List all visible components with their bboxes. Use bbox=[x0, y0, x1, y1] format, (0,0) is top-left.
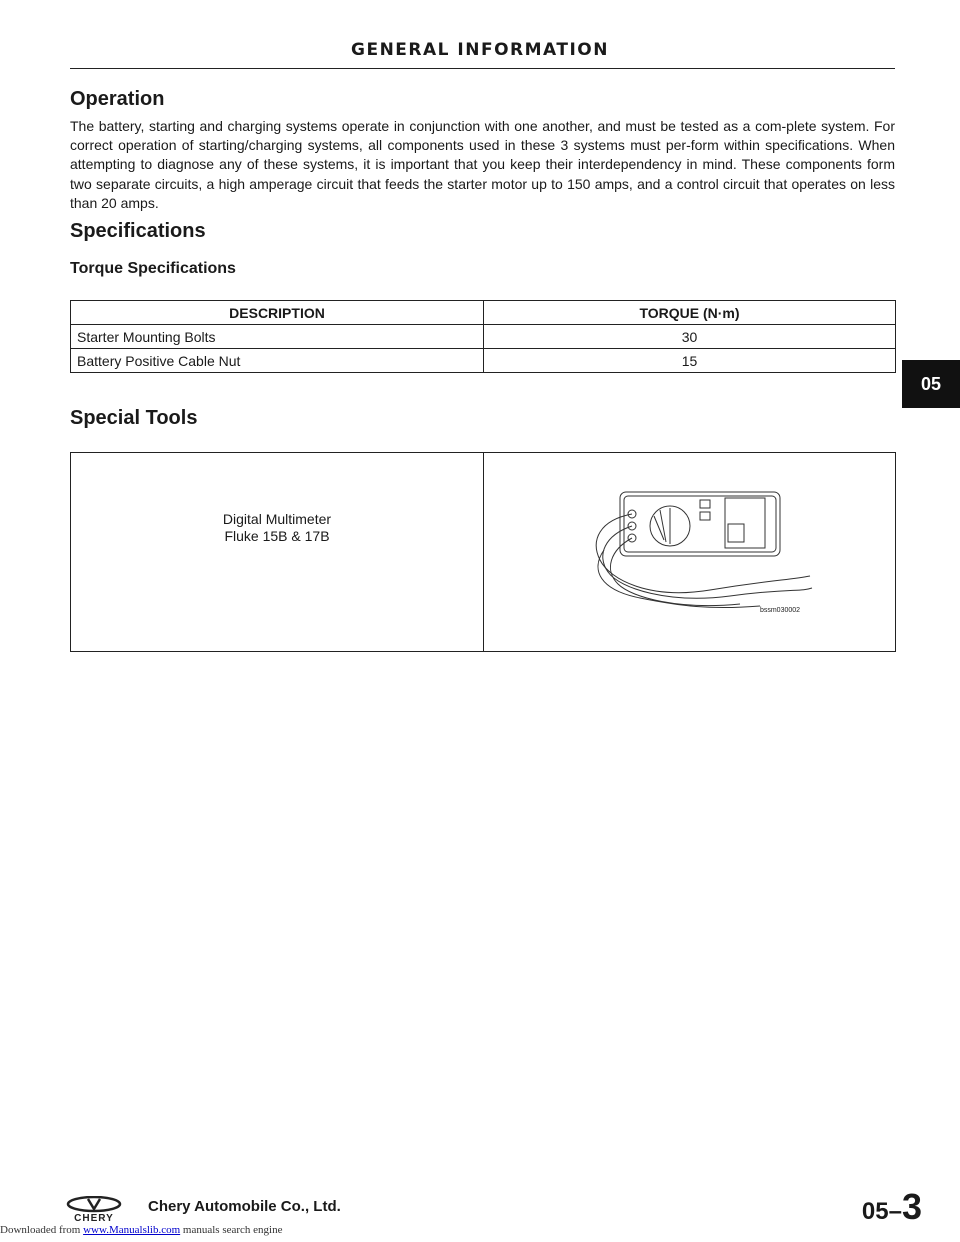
section-tab: 05 bbox=[902, 360, 960, 408]
download-footer bbox=[0, 1224, 282, 1236]
torque-table-header bbox=[71, 301, 896, 325]
page-section: 05– bbox=[861, 1198, 902, 1225]
table-cell-torque: 15 bbox=[484, 349, 896, 373]
table-cell-description: Starter Mounting Bolts bbox=[71, 325, 484, 349]
table-row bbox=[71, 349, 896, 373]
header-divider bbox=[70, 68, 895, 69]
tool-name-line1: Digital Multimeter bbox=[222, 511, 332, 527]
download-suffix: manuals search engine bbox=[180, 1224, 283, 1236]
download-prefix: Downloaded from bbox=[0, 1224, 84, 1236]
page-number-value: 3 bbox=[901, 1186, 922, 1227]
page-number bbox=[862, 1186, 922, 1228]
multimeter-illustration bbox=[560, 480, 820, 620]
special-tools-heading: Special Tools bbox=[70, 407, 198, 429]
table-cell-torque: 30 bbox=[484, 325, 896, 349]
tool-name-cell bbox=[71, 453, 484, 652]
tool-image-cell bbox=[484, 453, 896, 652]
image-code-label: bssm030002 bbox=[759, 606, 800, 614]
operation-paragraph: The battery, starting and charging systems operate in conjunction with one another, and must be tested as a com-plete system. For correct operation of starting/charging systems, all components used in these 3 systems must per-form within specifications. When attempting to diagnose any of these systems, it is important that you keep their interdependency in mind. These components form two separate circuits, a high amperage circuit that feeds the starter motor up to 150 amps, and a control circuit that operates on less than 20 amps. bbox=[70, 118, 895, 211]
chery-logo-icon bbox=[66, 1196, 144, 1222]
table-row bbox=[71, 325, 896, 349]
footer-company: Chery Automobile Co., Ltd. bbox=[148, 1198, 341, 1215]
table-cell-description: Battery Positive Cable Nut bbox=[71, 349, 484, 373]
description-header: DESCRIPTION bbox=[71, 301, 484, 325]
tool-name bbox=[71, 511, 483, 545]
special-tools-table bbox=[70, 452, 896, 652]
torque-specifications-heading: Torque Specifications bbox=[70, 260, 236, 277]
table-row bbox=[71, 453, 896, 652]
specifications-heading: Specifications bbox=[70, 220, 206, 242]
tool-name-line2: Fluke 15B & 17B bbox=[224, 528, 330, 544]
page-header-title: GENERAL INFORMATION bbox=[351, 40, 609, 60]
logo-text: CHERY bbox=[74, 1213, 114, 1222]
manualslib-link[interactable]: www.Manualslib.com bbox=[83, 1224, 181, 1236]
operation-heading: Operation bbox=[70, 88, 165, 110]
torque-header: TORQUE (N·m) bbox=[484, 301, 896, 325]
torque-table bbox=[70, 300, 896, 373]
